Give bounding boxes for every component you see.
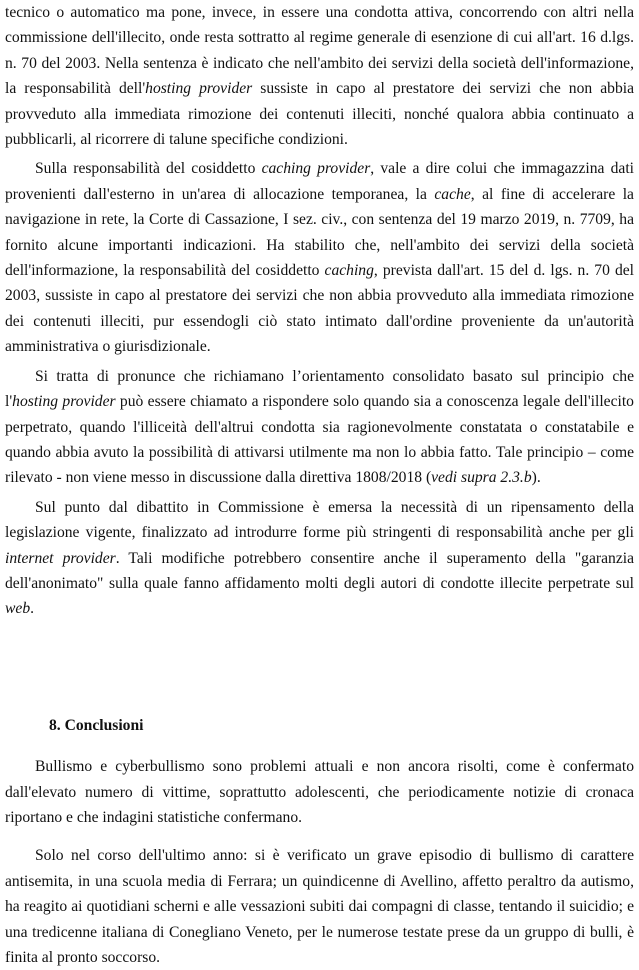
text-run: tecnico o automatico ma pone, invece, in essere una condotta attiva, concorrendo con altri nella commissione dell'illecito, onde resta sottratto al regime generale di esenzione di cui all'art. 16 d.lgs. n. 70 del 2003. Nella sentenza è indicato che nell'ambito dei servizi della società dell'informazione, la responsabilità dell' [5,4,634,98]
text-run: Solo nel corso dell'ultimo anno: si è verificato un grave episodio di bullismo di carattere antisemita, in una scuola media di Ferrara; un quindicenne di Avellino, affetto peraltro da autismo, ha reagito ai quotidiani scherni e alle vessazioni subiti dai compagni di classe, tentando il suicidio; e una tredicenne italiana di Conegliano Veneto, per le numerose testate prese da un gruppo di bulli, è finita al pronto soccorso. [5,847,634,966]
section-heading: 8. Conclusioni [49,716,144,734]
text-run: , prevista dall'art. 15 del d. lgs. n. 70 del 2003, sussiste in capo al prestatore dei servizi che non abbia provveduto alla immediata rimozione dei contenuti illeciti, pur essendogli ciò stato intimato dall'ordine proveniente da un'autorità amministrativa o giurisdizionale. [5,262,634,356]
conclusion-paragraph-1 [5,754,634,830]
text-run: Sul punto dal dibattito in Commissione è emersa la necessità di un ripensamento della legislazione vigente, finalizzato ad introdurre forme più stringenti di responsabilità anche per gli [5,498,634,542]
italic-term: hosting provider [12,393,116,411]
conclusion-paragraph-2 [5,843,634,970]
text-run: Sulla responsabilità del cosiddetto [35,160,262,178]
text-run: . Tali modifiche potrebbero consentire anche il superamento della "garanzia dell'anonimato" sulla quale fanno affidamento molti degli autori di condotte illecite perpetrate sul [5,549,634,592]
italic-term: hosting provider [145,80,253,98]
paragraph-4 [5,495,634,622]
italic-term: caching provider [261,160,371,178]
italic-term: caching [324,262,374,280]
text-run: , vale a dire colui che immagazzina dati provenienti dall'esterno in un'area di allocazione temporanea, la [5,160,634,203]
text-run: . [30,600,35,618]
italic-term: web [5,600,31,618]
text-run: può essere chiamato a rispondere solo quando sia a conoscenza legale dell'illecito perpetrato, quando l'illiceità dell'altrui condotta sia ragionevolmente constatata o constatabile e quando abbia avuto la possibilità di attivarsi utilmente ma non lo abbia fatto. Tale principio – come rilevato - non viene messo in discussione dalla direttiva 1808/2018 ( [5,393,634,487]
paragraph-2 [5,156,634,359]
paragraph-3 [5,364,634,491]
document-page [5,0,634,970]
text-run: Si tratta di pronunce che richiamano l’orientamento consolidato basato sul principio che l' [5,367,634,411]
text-run: , al fine di accelerare la navigazione in rete, la Corte di Cassazione, I sez. civ., con sentenza del 19 marzo 2019, n. 7709, ha fornito alcune importanti indicazioni. Ha stabilito che, nell'ambito dei servizi della società dell'informazione, la responsabilità del cosiddetto [5,185,634,280]
text-run: Bullismo e cyberbullismo sono problemi attuali e non ancora risolti, come è confermato dall'elevato numero di vittime, soprattutto adolescenti, che periodicamente notizie di cronaca riportano e che indagini statistiche confermano. [5,758,634,826]
italic-term: vedi supra 2.3.b [431,469,532,487]
italic-term: internet provider [5,549,116,567]
text-run: sussiste in capo al prestatore dei servizi che non abbia provveduto alla immediata rimozione dei contenuti illeciti, nonché qualora abbia continuato a pubblicarli, al ricorrere di talune specifiche condizioni. [5,80,634,149]
paragraph-1 [5,0,634,152]
italic-term: cache [434,185,471,203]
text-run: ). [531,469,541,487]
